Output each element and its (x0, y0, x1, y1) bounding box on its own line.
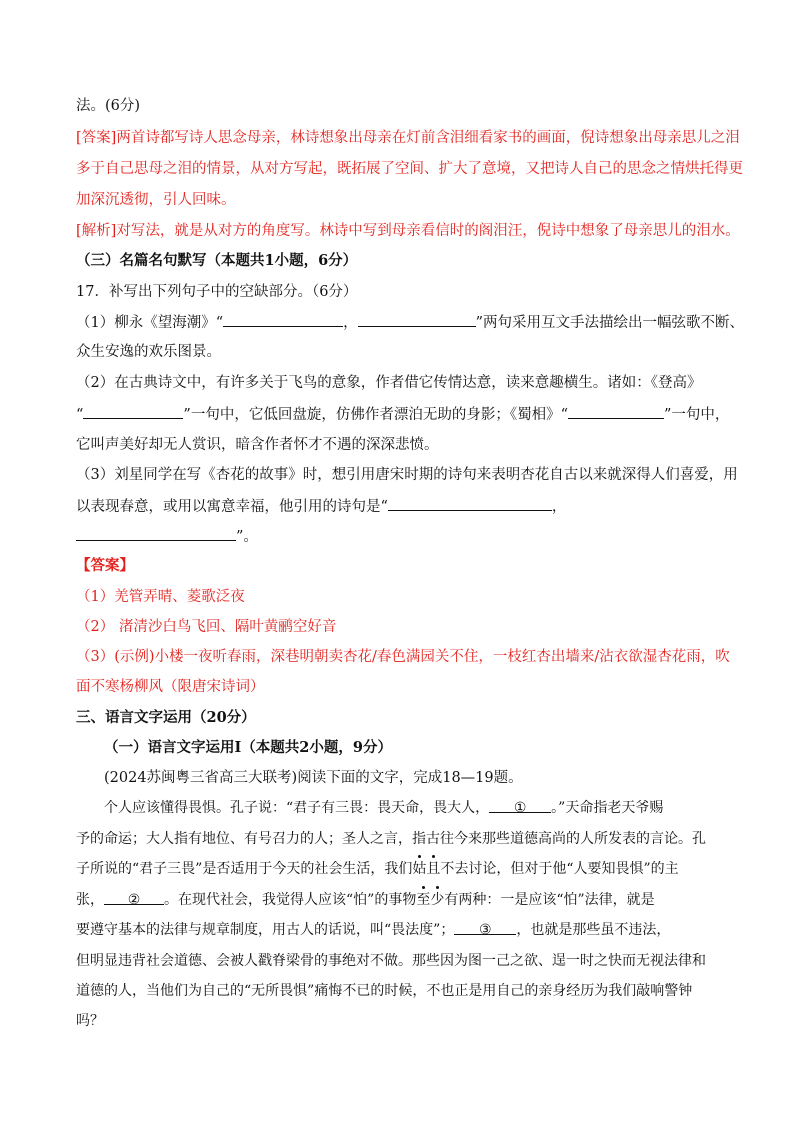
question-17-2-line (76, 404, 729, 425)
text: 有两种：一是应该“怕”法律，就是 (444, 892, 655, 908)
section-heading: （三）名篇名句默写（本题共1小题，6分） (76, 252, 358, 269)
text-line: 法。(6分) (76, 98, 141, 114)
passage-line: 但明显违背社会道德、会被人戳脊梁骨的事绝对不做。那些因为图一己之欲、逞一时之快而无视法律和 (76, 953, 706, 969)
text: ”一句中，它低回盘旋，仿佛作者漂泊无助的身影；《蜀相》“ (183, 407, 568, 423)
answer-line: [答案]两首诗都写诗人思念母亲，林诗想象出母亲在灯前含泪细看家书的画面，倪诗想象出母亲思儿之泪 (76, 130, 740, 146)
source-note: (2024苏闽粤三省高三大联考)阅读下面的文字，完成18—19题。 (104, 770, 523, 786)
answer-line: 面不寒杨柳风（限唐宋诗词） (76, 679, 265, 695)
fill-blank[interactable] (454, 920, 516, 938)
fill-blank[interactable] (489, 798, 551, 816)
answer-line: 加深沉透彻，引人回味。 (76, 192, 236, 208)
fill-blank[interactable] (388, 496, 552, 511)
question-17-1-line (76, 312, 744, 333)
answer-line: （3）(示例)小楼一夜听春雨，深巷明朝卖杏花/春色满园关不住，一枝红杏出墙来/沾衣欲湿杏花雨，吹 (76, 649, 730, 665)
text: ”一句中， (664, 407, 730, 423)
question-17-3-line (76, 496, 566, 517)
question-17-title: 17．补写出下列句子中的空缺部分。（6分） (76, 284, 358, 300)
answer-label: 【答案】 (76, 557, 134, 574)
fill-blank[interactable] (104, 890, 164, 908)
analysis-line: [解析]对写法，就是从对方的角度写。林诗中写到母亲看信时的阁泪汪，倪诗中想象了母亲思儿的泪水。 (76, 223, 740, 239)
fill-blank[interactable] (568, 404, 664, 419)
passage-line (76, 920, 670, 940)
text: ，也就是那些虽不违法， (516, 922, 671, 938)
passage-line: 予的命运；大人指有地位、有号召力的人；圣人之言，指古往今来那些道德高尚的人所发表的言论。孔 (76, 831, 706, 847)
question-17-3-line (76, 526, 258, 547)
text: ， (343, 315, 358, 331)
text: 要遵守基本的法律与规章制度，用古人的话说，叫“畏法度”； (76, 922, 455, 938)
text: 以表现春意，或用以寓意幸福，他引用的诗句是“ (76, 499, 388, 515)
text: 子所说的“君子三畏”是否适用于今天的社会生活，我们 (76, 861, 413, 877)
blank-number: ③ (479, 922, 492, 938)
text: ， (551, 499, 567, 515)
text: 张， (76, 892, 104, 908)
text: 个人应该懂得畏惧。孔子说：“君子有三畏：畏天命，畏大人， (104, 800, 490, 816)
question-17-1-line: 众生安逸的欢乐图景。 (76, 344, 221, 360)
text: （1）柳永《望海潮》“ (76, 315, 224, 331)
passage-line (76, 890, 655, 910)
answer-line: （2） 渚清沙白鸟飞回、隔叶黄鹂空好音 (76, 619, 337, 635)
blank-number: ① (513, 800, 527, 816)
answer-line: （1）羌管弄晴、菱歌泛夜 (76, 589, 245, 605)
text: “ (76, 407, 84, 423)
text: ”。 (236, 529, 258, 545)
question-17-3-line: （3）刘星同学在写《杏花的故事》时，想引用唐宋时期的诗句来表明杏花自古以来就深得人们喜爱，用 (76, 467, 738, 483)
passage-line: 吗？ (76, 1013, 104, 1029)
fill-blank[interactable] (76, 526, 236, 541)
passage-line (76, 859, 679, 879)
answer-line: 多于自己思母之泪的情景，从对方写起，既拓展了空间、扩大了意境，又把诗人自己的思念之情烘托得更 (76, 161, 743, 177)
passage-line: 道德的人，当他们为自己的“无所畏惧”痛悔不已的时候，不也正是用自己的亲身经历为我们敲响警钟 (76, 983, 693, 999)
fill-blank[interactable] (358, 312, 476, 327)
emphasis-char: 少 (430, 892, 445, 908)
question-17-2-line: （2）在古典诗文中，有许多关于飞鸟的意象，作者借它传情达意，读来意趣横生。诸如：《登高》 (76, 375, 702, 391)
text: 不去讨论，但对于他“人要知畏惧”的主 (440, 861, 679, 877)
fill-blank[interactable] (83, 404, 183, 419)
emphasis-char: 且 (426, 861, 441, 877)
passage-line (104, 798, 663, 818)
subsection-heading: （一）语言文字运用Ⅰ（本题共2小题，9分） (104, 739, 392, 756)
text: 。在现代社会，我觉得人应该“怕”的事物 (164, 892, 417, 908)
text: ”两句采用互文手法描绘出一幅弦歌不断、 (475, 315, 745, 331)
text: 。”天命指老天爷赐 (551, 800, 664, 816)
fill-blank[interactable] (223, 312, 343, 327)
emphasis-char: 至 (416, 892, 431, 908)
question-17-2-line: 它叫声美好却无人赏识，暗含作者怀才不遇的深深悲愤。 (76, 437, 439, 453)
emphasis-char: 姑 (412, 861, 427, 877)
blank-number: ② (127, 892, 141, 908)
part-heading: 三、语言文字运用（20分） (76, 709, 256, 726)
